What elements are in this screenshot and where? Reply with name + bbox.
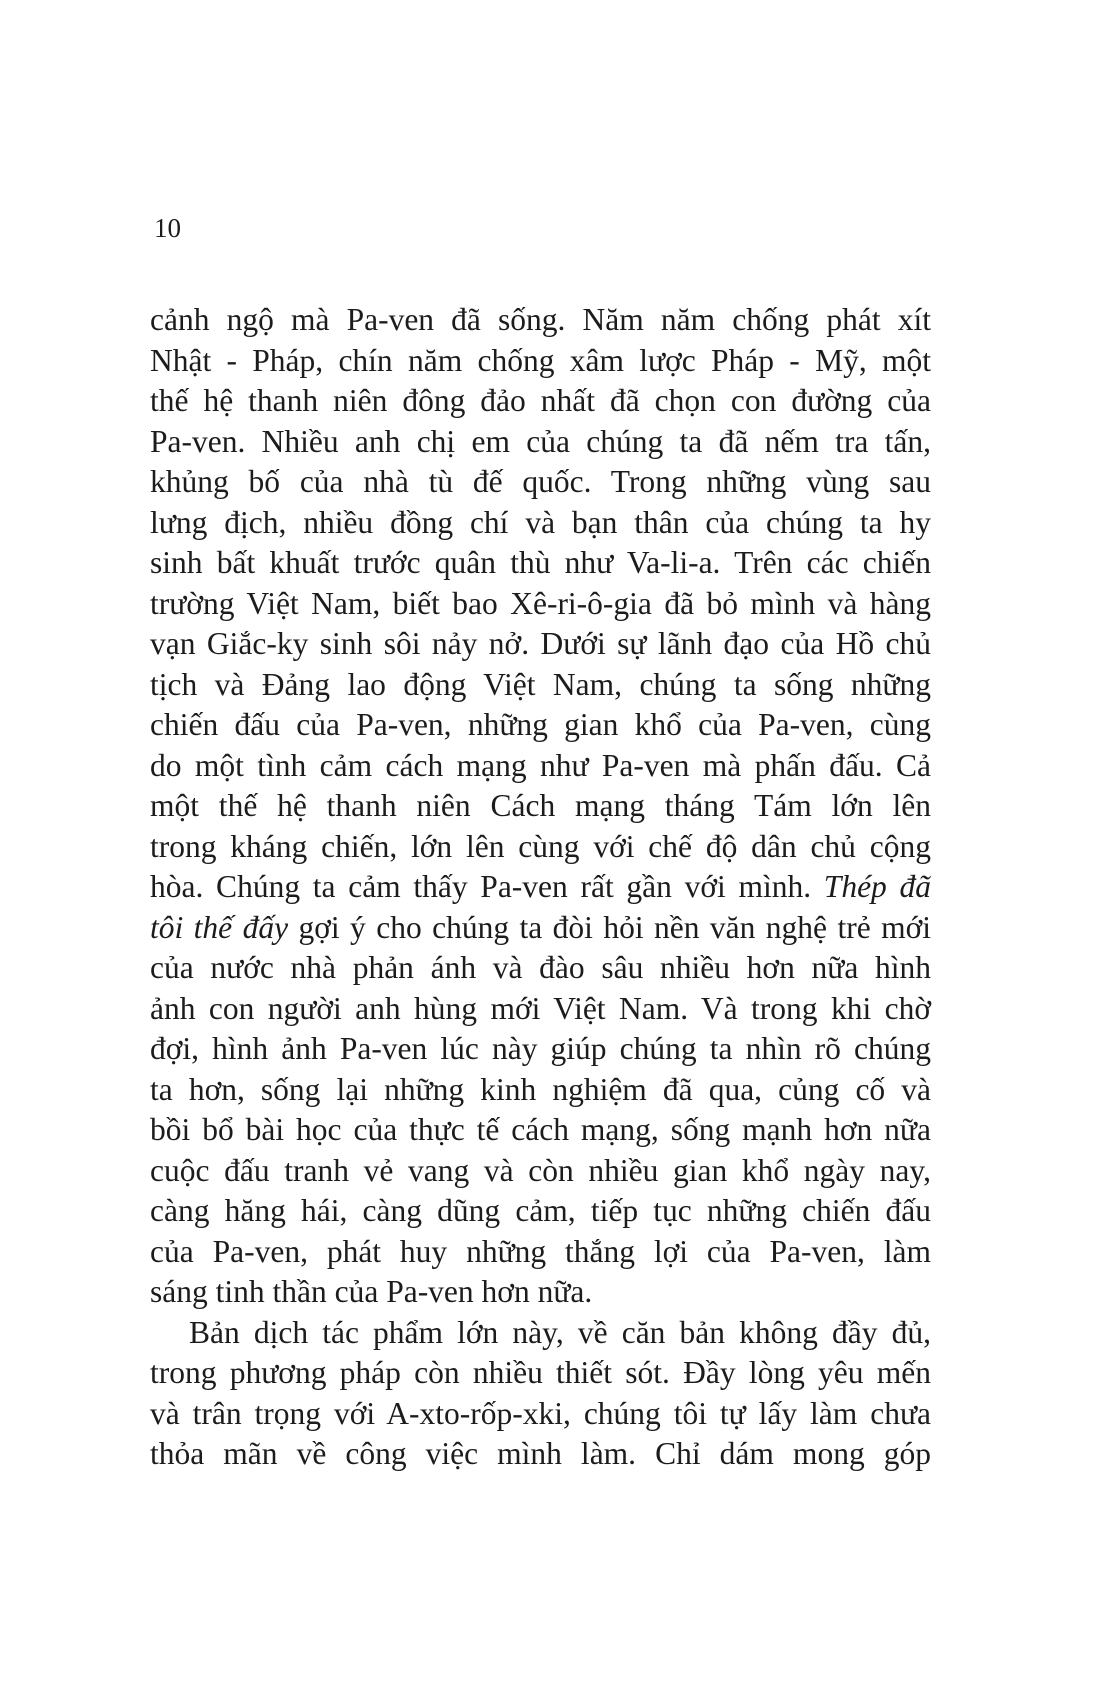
text-line: sáng tinh thần của Pa-ven hơn nữa. [150,1274,593,1309]
text-line: ta hơn, sống lại những kinh nghiệm đã qua, củng cố và [150,1071,931,1107]
text-line: thế hệ thanh niên đông đảo nhất đã chọn con đường của [150,383,931,418]
text-line: trong phương pháp còn nhiều thiết sót. Đầy lòng yêu mến [150,1355,931,1390]
text-line: cảnh ngộ mà Pa-ven đã sống. Năm năm chống phát xít [150,302,931,337]
text-line: tịch và Đảng lao động Việt Nam, chúng ta sống những [150,666,931,702]
text-segment: hòa. Chúng ta cảm thấy Pa-ven rất gần với mình. [150,869,824,904]
page-number: 10 [154,213,181,243]
body-text [150,300,931,1475]
text-line: đợi, hình ảnh Pa-ven lúc này giúp chúng ta nhìn rõ chúng [150,1031,931,1066]
text-line: trong kháng chiến, lớn lên cùng với chế độ dân chủ cộng [150,828,931,864]
text-line: khủng bố của nhà tù đế quốc. Trong những vùng sau [150,464,931,499]
text-line: của Pa-ven, phát huy những thắng lợi của Pa-ven, làm [150,1233,931,1269]
paragraph-1 [150,300,931,1313]
text-line: trường Việt Nam, biết bao Xê-ri-ô-gia đã bỏ mình và hàng [150,585,931,621]
text-line: một thế hệ thanh niên Cách mạng tháng Tám lớn lên [150,788,931,823]
paragraph-2 [150,1313,931,1475]
book-title-italic: Thép đã [823,869,931,904]
text-line: và trân trọng với A-xto-rốp-xki, chúng tôi tự lấy làm chưa [150,1395,931,1431]
text-line: Pa-ven. Nhiều anh chị em của chúng ta đã nếm tra tấn, [150,423,931,459]
text-line [150,867,931,908]
text-segment: gợi ý cho chúng ta đòi hỏi nền văn nghệ trẻ mới [288,909,932,945]
text-line: vạn Giắc-ky sinh sôi nảy nở. Dưới sự lãnh đạo của Hồ chủ [150,626,931,661]
text-line: chiến đấu của Pa-ven, những gian khổ của Pa-ven, cùng [150,707,931,742]
book-title-italic: tôi thế đấy [150,909,289,945]
text-line: cuộc đấu tranh vẻ vang và còn nhiều gian khổ ngày nay, [150,1152,931,1188]
text-line [150,908,931,949]
text-line: do một tình cảm cách mạng như Pa-ven mà phấn đấu. Cả [150,747,931,783]
text-line: Bản dịch tác phẩm lớn này, về căn bản không đầy đủ, [189,1314,931,1350]
text-line: bồi bổ bài học của thực tế cách mạng, sống mạnh hơn nữa [150,1112,931,1147]
text-line: lưng địch, nhiều đồng chí và bạn thân của chúng ta hy [150,504,931,540]
text-line: sinh bất khuất trước quân thù như Va-li-a. Trên các chiến [150,545,931,580]
text-line: càng hăng hái, càng dũng cảm, tiếp tục những chiến đấu [150,1193,931,1228]
text-line: Nhật - Pháp, chín năm chống xâm lược Pháp - Mỹ, một [150,342,931,378]
text-line: ảnh con người anh hùng mới Việt Nam. Và trong khi chờ [150,990,931,1026]
text-line: thỏa mãn về công việc mình làm. Chỉ dám mong góp [150,1436,931,1471]
text-line: của nước nhà phản ánh và đào sâu nhiều hơn nữa hình [150,950,931,985]
